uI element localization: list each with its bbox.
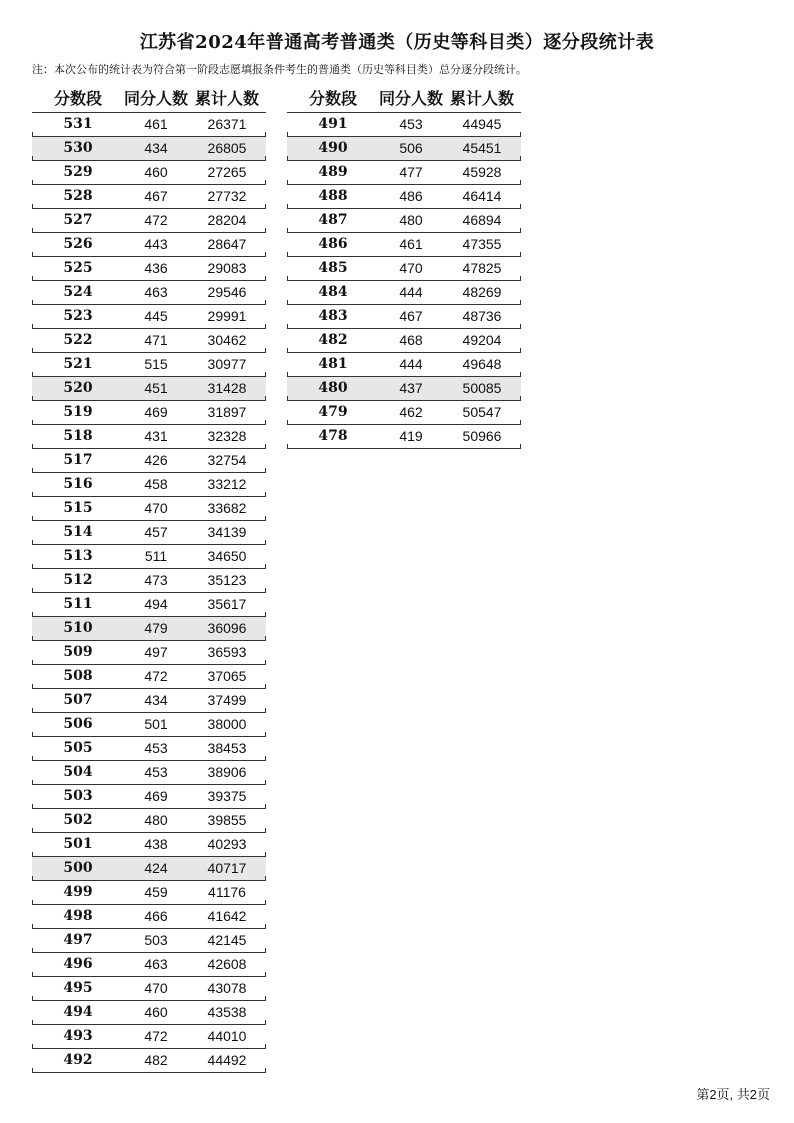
score-cell: 507: [63, 692, 93, 708]
score-cell: 484: [318, 284, 348, 300]
same-score-count-cell: 460: [144, 164, 168, 180]
same-score-count-cell: 436: [144, 260, 168, 276]
table-row: [287, 185, 521, 209]
header-score-range: 分数段: [53, 89, 102, 108]
same-score-count-cell: 453: [144, 764, 168, 780]
cumulative-count-cell: 33212: [207, 476, 247, 492]
score-cell: 523: [63, 308, 93, 324]
same-score-count-cell: 511: [144, 548, 168, 564]
table-row: [32, 209, 266, 233]
same-score-count-cell: 469: [144, 788, 168, 804]
cumulative-count-cell: 48269: [462, 284, 502, 300]
same-score-count-cell: 473: [144, 572, 168, 588]
same-score-count-cell: 468: [399, 332, 423, 348]
cumulative-count-cell: 30977: [207, 356, 247, 372]
same-score-count-cell: 458: [144, 476, 168, 492]
cumulative-count-cell: 28647: [207, 236, 247, 252]
same-score-count-cell: 486: [399, 188, 423, 204]
cumulative-count-cell: 32328: [207, 428, 247, 444]
cumulative-count-cell: 41642: [207, 908, 247, 924]
cumulative-count-cell: 26371: [207, 116, 247, 132]
table-row: [287, 425, 521, 449]
table-row: [32, 977, 266, 1001]
score-cell: 527: [63, 212, 93, 228]
score-cell: 493: [63, 1028, 93, 1044]
same-score-count-cell: 444: [399, 284, 423, 300]
cumulative-count-cell: 27732: [207, 188, 247, 204]
table-row: [287, 281, 521, 305]
score-cell: 487: [318, 212, 348, 228]
cumulative-count-cell: 46894: [462, 212, 502, 228]
score-cell: 520: [63, 380, 93, 396]
same-score-count-cell: 503: [144, 932, 168, 948]
same-score-count-cell: 457: [144, 524, 168, 540]
score-cell: 504: [63, 764, 93, 780]
table-row: [32, 905, 266, 929]
table-row: [32, 305, 266, 329]
score-cell: 491: [318, 116, 348, 132]
table-row: [287, 209, 521, 233]
same-score-count-cell: 459: [144, 884, 168, 900]
cumulative-count-cell: 39855: [207, 812, 247, 828]
same-score-count-cell: 445: [144, 308, 168, 324]
header-score-range: 分数段: [308, 89, 357, 108]
same-score-count-cell: 501: [144, 716, 168, 732]
same-score-count-cell: 494: [144, 596, 168, 612]
table-note: 注：本次公布的统计表为符合第一阶段志愿填报条件考生的普通类（历史等科目类）总分逐分段统计。: [32, 64, 527, 76]
score-cell: 512: [63, 572, 93, 588]
score-cell: 509: [63, 644, 93, 660]
same-score-count-cell: 437: [399, 380, 423, 396]
table-row: [32, 761, 266, 785]
same-score-count-cell: 444: [399, 356, 423, 372]
score-cell: 495: [63, 980, 93, 996]
same-score-count-cell: 461: [144, 116, 168, 132]
score-cell: 483: [318, 308, 348, 324]
table-row: [32, 809, 266, 833]
score-cell: 529: [63, 164, 93, 180]
same-score-count-cell: 461: [399, 236, 423, 252]
table-row: [32, 521, 266, 545]
score-cell: 492: [63, 1052, 93, 1068]
table-row: [32, 881, 266, 905]
same-score-count-cell: 438: [144, 836, 168, 852]
same-score-count-cell: 472: [144, 668, 168, 684]
score-table-left: [32, 86, 266, 1073]
same-score-count-cell: 472: [144, 212, 168, 228]
cumulative-count-cell: 34650: [207, 548, 247, 564]
header-cumulative-count: 累计人数: [194, 89, 259, 108]
score-cell: 518: [63, 428, 93, 444]
header-cumulative-count: 累计人数: [449, 89, 514, 108]
same-score-count-cell: 471: [144, 332, 168, 348]
table-row: [287, 233, 521, 257]
cumulative-count-cell: 29546: [207, 284, 247, 300]
cumulative-count-cell: 26805: [207, 140, 247, 156]
score-cell: 499: [63, 884, 93, 900]
same-score-count-cell: 470: [399, 260, 423, 276]
score-cell: 496: [63, 956, 93, 972]
table-row: [32, 497, 266, 521]
same-score-count-cell: 506: [399, 140, 423, 156]
table-row: [32, 617, 266, 641]
cumulative-count-cell: 49204: [462, 332, 502, 348]
table-row: [32, 593, 266, 617]
same-score-count-cell: 480: [399, 212, 423, 228]
table-row: [287, 305, 521, 329]
cumulative-count-cell: 31897: [207, 404, 247, 420]
table-row: [32, 1025, 266, 1049]
same-score-count-cell: 443: [144, 236, 168, 252]
same-score-count-cell: 470: [144, 500, 168, 516]
same-score-count-cell: 466: [144, 908, 168, 924]
cumulative-count-cell: 46414: [462, 188, 502, 204]
same-score-count-cell: 424: [144, 860, 168, 876]
same-score-count-cell: 434: [144, 692, 168, 708]
cumulative-count-cell: 37499: [207, 692, 247, 708]
table-row: [32, 833, 266, 857]
cumulative-count-cell: 50085: [462, 380, 502, 396]
score-cell: 498: [63, 908, 93, 924]
table-row: [32, 665, 266, 689]
table-row: [32, 641, 266, 665]
cumulative-count-cell: 42145: [207, 932, 247, 948]
cumulative-count-cell: 44492: [207, 1052, 247, 1068]
same-score-count-cell: 462: [399, 404, 423, 420]
table-body: [287, 113, 521, 449]
score-cell: 489: [318, 164, 348, 180]
same-score-count-cell: 480: [144, 812, 168, 828]
score-cell: 501: [63, 836, 93, 852]
cumulative-count-cell: 45928: [462, 164, 502, 180]
table-row: [287, 377, 521, 401]
cumulative-count-cell: 38000: [207, 716, 247, 732]
score-cell: 510: [63, 620, 93, 636]
score-cell: 531: [63, 116, 93, 132]
cumulative-count-cell: 39375: [207, 788, 247, 804]
cumulative-count-cell: 47825: [462, 260, 502, 276]
cumulative-count-cell: 43538: [207, 1004, 247, 1020]
table-row: [32, 857, 266, 881]
score-cell: 517: [63, 452, 93, 468]
cumulative-count-cell: 29083: [207, 260, 247, 276]
cumulative-count-cell: 30462: [207, 332, 247, 348]
same-score-count-cell: 477: [399, 164, 423, 180]
table-row: [32, 689, 266, 713]
same-score-count-cell: 460: [144, 1004, 168, 1020]
table-row: [32, 449, 266, 473]
cumulative-count-cell: 34139: [207, 524, 247, 540]
score-cell: 488: [318, 188, 348, 204]
same-score-count-cell: 470: [144, 980, 168, 996]
cumulative-count-cell: 50547: [462, 404, 502, 420]
table-row: [32, 137, 266, 161]
score-table-right: [287, 86, 521, 449]
same-score-count-cell: 453: [399, 116, 423, 132]
same-score-count-cell: 467: [144, 188, 168, 204]
same-score-count-cell: 467: [399, 308, 423, 324]
table-row: [287, 353, 521, 377]
score-cell: 500: [63, 860, 93, 876]
score-cell: 502: [63, 812, 93, 828]
same-score-count-cell: 434: [144, 140, 168, 156]
score-cell: 525: [63, 260, 93, 276]
cumulative-count-cell: 31428: [207, 380, 247, 396]
cumulative-count-cell: 38453: [207, 740, 247, 756]
table-row: [287, 257, 521, 281]
table-row: [32, 1001, 266, 1025]
table-row: [287, 137, 521, 161]
cumulative-count-cell: 27265: [207, 164, 247, 180]
score-cell: 522: [63, 332, 93, 348]
score-cell: 511: [63, 596, 93, 612]
same-score-count-cell: 469: [144, 404, 168, 420]
score-cell: 506: [63, 716, 93, 732]
cumulative-count-cell: 35617: [207, 596, 247, 612]
score-cell: 521: [63, 356, 93, 372]
table-row: [32, 113, 266, 137]
score-cell: 494: [63, 1004, 93, 1020]
score-cell: 530: [63, 140, 93, 156]
table-row: [32, 161, 266, 185]
table-row: [32, 281, 266, 305]
table-row: [32, 401, 266, 425]
score-cell: 519: [63, 404, 93, 420]
same-score-count-cell: 453: [144, 740, 168, 756]
same-score-count-cell: 419: [399, 428, 423, 444]
score-cell: 485: [318, 260, 348, 276]
cumulative-count-cell: 45451: [462, 140, 502, 156]
score-cell: 497: [63, 932, 93, 948]
same-score-count-cell: 431: [144, 428, 168, 444]
score-cell: 486: [318, 236, 348, 252]
table-header: [32, 86, 266, 113]
table-row: [287, 113, 521, 137]
score-cell: 508: [63, 668, 93, 684]
table-row: [32, 785, 266, 809]
cumulative-count-cell: 47355: [462, 236, 502, 252]
table-row: [32, 545, 266, 569]
table-row: [287, 401, 521, 425]
table-row: [32, 353, 266, 377]
cumulative-count-cell: 37065: [207, 668, 247, 684]
same-score-count-cell: 463: [144, 284, 168, 300]
score-cell: 524: [63, 284, 93, 300]
score-cell: 514: [63, 524, 93, 540]
page-title: 江苏省2024年普通高考普通类（历史等科目类）逐分段统计表: [139, 32, 655, 53]
cumulative-count-cell: 40293: [207, 836, 247, 852]
table-row: [32, 233, 266, 257]
table-row: [32, 425, 266, 449]
cumulative-count-cell: 32754: [207, 452, 247, 468]
cumulative-count-cell: 41176: [208, 884, 246, 900]
table-row: [32, 329, 266, 353]
cumulative-count-cell: 28204: [207, 212, 247, 228]
score-cell: 480: [318, 380, 348, 396]
score-cell: 478: [318, 428, 348, 444]
table-row: [32, 377, 266, 401]
cumulative-count-cell: 50966: [462, 428, 502, 444]
score-cell: 516: [63, 476, 93, 492]
same-score-count-cell: 451: [144, 380, 168, 396]
table-row: [32, 473, 266, 497]
page-number: 第2页, 共2页: [696, 1087, 770, 1102]
same-score-count-cell: 472: [144, 1028, 168, 1044]
table-row: [32, 737, 266, 761]
cumulative-count-cell: 43078: [207, 980, 247, 996]
table-row: [287, 329, 521, 353]
header-same-score-count: 同分人数: [379, 89, 444, 108]
same-score-count-cell: 426: [144, 452, 168, 468]
same-score-count-cell: 479: [144, 620, 168, 636]
cumulative-count-cell: 40717: [207, 860, 247, 876]
score-cell: 513: [63, 548, 93, 564]
cumulative-count-cell: 38906: [207, 764, 247, 780]
score-cell: 528: [63, 188, 93, 204]
score-cell: 479: [318, 404, 348, 420]
cumulative-count-cell: 29991: [207, 308, 247, 324]
table-header: [287, 86, 521, 113]
same-score-count-cell: 463: [144, 956, 168, 972]
table-body: [32, 113, 266, 1073]
cumulative-count-cell: 44010: [207, 1028, 247, 1044]
score-cell: 490: [318, 140, 348, 156]
table-row: [287, 161, 521, 185]
table-row: [32, 1049, 266, 1073]
same-score-count-cell: 482: [144, 1052, 168, 1068]
score-cell: 482: [318, 332, 348, 348]
table-row: [32, 257, 266, 281]
table-row: [32, 929, 266, 953]
score-cell: 526: [63, 236, 93, 252]
header-same-score-count: 同分人数: [124, 89, 189, 108]
cumulative-count-cell: 49648: [462, 356, 502, 372]
score-cell: 481: [318, 356, 348, 372]
score-cell: 505: [63, 740, 93, 756]
cumulative-count-cell: 35123: [207, 572, 247, 588]
cumulative-count-cell: 48736: [462, 308, 502, 324]
table-row: [32, 185, 266, 209]
cumulative-count-cell: 36593: [207, 644, 247, 660]
cumulative-count-cell: 42608: [207, 956, 247, 972]
same-score-count-cell: 497: [144, 644, 168, 660]
cumulative-count-cell: 36096: [207, 620, 247, 636]
table-row: [32, 953, 266, 977]
table-row: [32, 713, 266, 737]
cumulative-count-cell: 33682: [207, 500, 247, 516]
table-row: [32, 569, 266, 593]
same-score-count-cell: 515: [144, 356, 168, 372]
score-cell: 515: [63, 500, 93, 516]
score-cell: 503: [63, 788, 93, 804]
cumulative-count-cell: 44945: [462, 116, 502, 132]
